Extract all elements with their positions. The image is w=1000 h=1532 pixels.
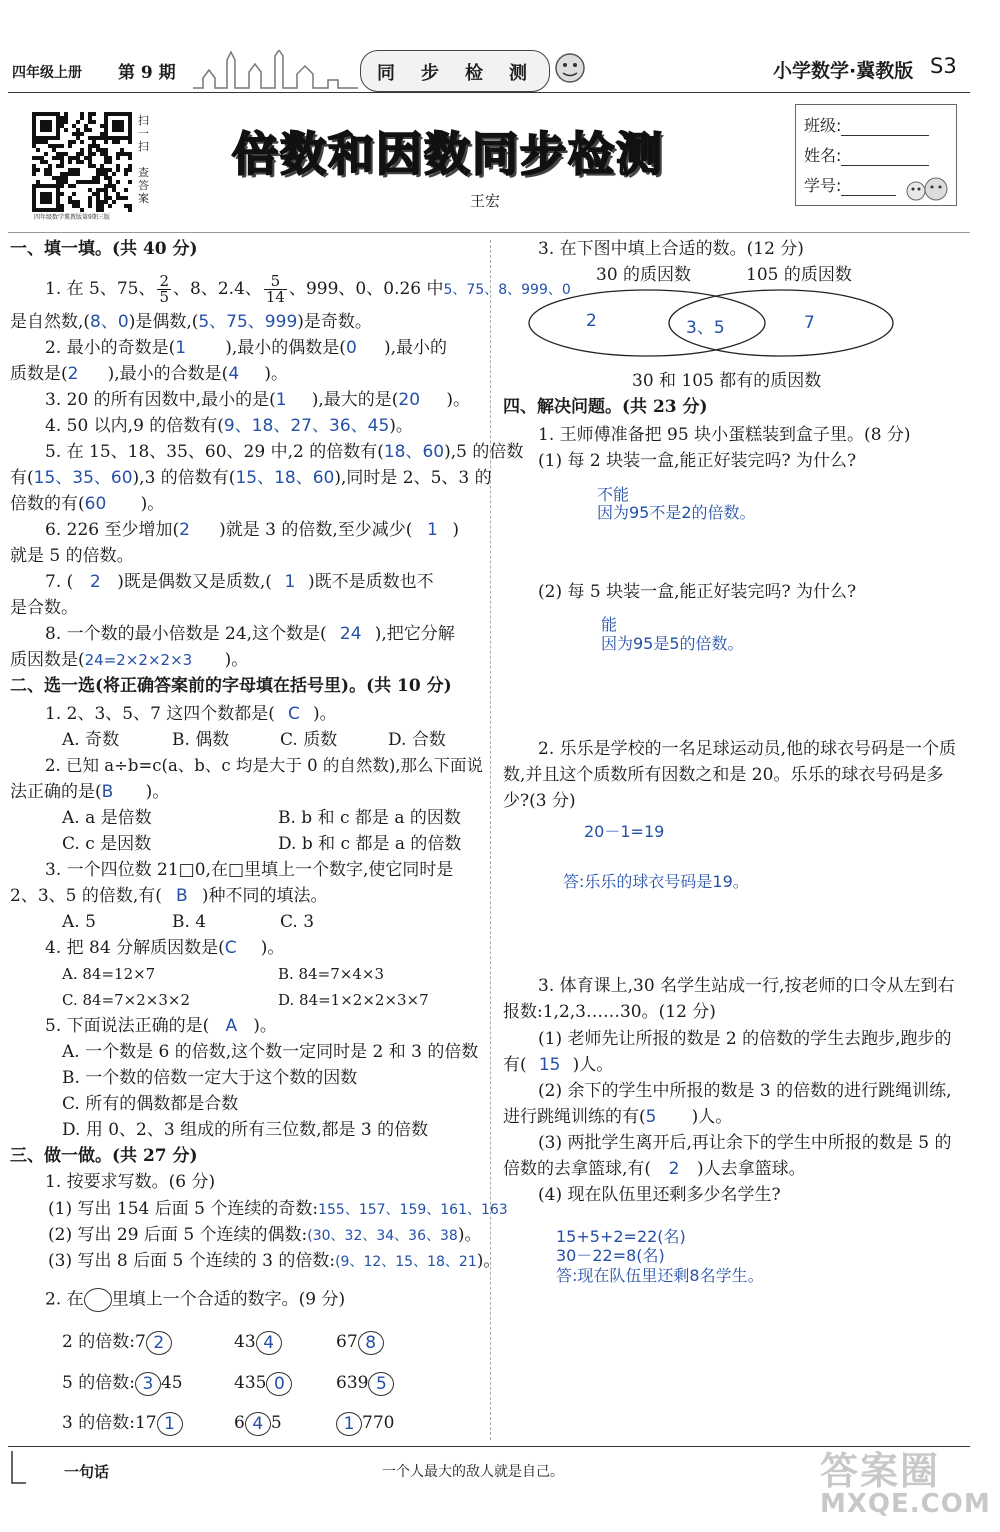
answer: 60 bbox=[84, 494, 107, 514]
banner-char: 步 bbox=[421, 63, 439, 84]
d1-title: 1. 按要求写数。(6 分) bbox=[45, 1172, 216, 1192]
c3-option: B. 4 bbox=[172, 912, 207, 932]
qr-module bbox=[116, 168, 120, 172]
qr-module bbox=[72, 184, 76, 188]
qr-module bbox=[44, 152, 48, 156]
p2-line1: 2. 乐乐是学校的一名足球运动员,他的球衣号码是一个质 bbox=[538, 739, 957, 759]
text: )。 bbox=[224, 650, 249, 670]
c2-option: D. b 和 c 都是 a 的倍数 bbox=[278, 834, 462, 854]
class-row bbox=[804, 113, 929, 136]
p1-sub2: (2) 每 5 块装一盒,能正好装完吗? 为什么? bbox=[538, 582, 857, 602]
p1-sub1-answer2: 因为95不是2的倍数。 bbox=[597, 503, 756, 522]
qr-module bbox=[128, 168, 132, 172]
qr-module bbox=[76, 120, 80, 124]
cloud-answer: 3 bbox=[135, 1372, 161, 1396]
q1-line1 bbox=[45, 274, 571, 305]
q2-line1 bbox=[45, 337, 447, 359]
q5-line2 bbox=[10, 467, 492, 489]
qr-side-char: 案 bbox=[138, 192, 149, 205]
qr-module bbox=[92, 152, 96, 156]
answer: 2 bbox=[67, 364, 79, 384]
page-title: 倍数和因数同步检测 bbox=[232, 127, 664, 181]
answer: 20 bbox=[398, 390, 421, 410]
text: )。 bbox=[140, 494, 165, 514]
watermark-url: MXQE.COM bbox=[820, 1489, 991, 1519]
qr-side-char: 答 bbox=[138, 179, 149, 192]
qr-module bbox=[72, 140, 76, 144]
answer: 5、75、8、999、0 bbox=[443, 282, 571, 298]
qr-side-char: 一 bbox=[138, 127, 149, 140]
qr-module bbox=[36, 168, 40, 172]
id-row bbox=[804, 173, 896, 196]
section-1-title: 一、填一填。(共 40 分) bbox=[10, 239, 198, 259]
c2-question-line1: 2. 已知 a÷b=c(a、b、c 均是大于 0 的自然数),那么下面说 bbox=[45, 756, 484, 775]
banner bbox=[360, 50, 550, 92]
watermark bbox=[820, 1440, 991, 1519]
text: )是奇数。 bbox=[297, 312, 372, 332]
c4-option: D. 84=1×2×2×3×7 bbox=[278, 991, 429, 1009]
qr-module bbox=[88, 204, 92, 208]
q6-line1 bbox=[45, 519, 459, 541]
qr-side-char: 扫 bbox=[138, 140, 149, 153]
class-field[interactable] bbox=[841, 119, 929, 136]
c5-option: D. 用 0、2、3 组成的所有三位数,都是 3 的倍数 bbox=[62, 1120, 429, 1140]
c3-option: C. 3 bbox=[280, 912, 315, 932]
text: 倍数的去拿篮球,有( bbox=[503, 1159, 652, 1179]
text: )人。 bbox=[572, 1055, 614, 1075]
q7-line1 bbox=[45, 571, 434, 593]
qr-side-char: 扫 bbox=[138, 114, 149, 127]
qr-module bbox=[56, 136, 60, 140]
text: (2) 写出 29 后面 5 个连续的偶数: bbox=[48, 1225, 308, 1245]
answer: (30、32、34、36、38 bbox=[307, 1228, 458, 1244]
c5-option: A. 一个数是 6 的倍数,这个数一定同时是 2 和 3 的倍数 bbox=[62, 1042, 479, 1062]
d1-item1 bbox=[48, 1198, 508, 1221]
text: 1. 在 5、75、 bbox=[45, 279, 156, 299]
fraction-2-5 bbox=[157, 274, 171, 305]
q5-line3 bbox=[10, 493, 164, 515]
banner-char: 同 bbox=[377, 63, 395, 84]
c5-option: C. 所有的偶数都是合数 bbox=[62, 1094, 239, 1114]
venn-right-answer: 7 bbox=[804, 313, 815, 333]
venn-circle-30 bbox=[529, 290, 765, 356]
p1-sub1-answer1: 不能 bbox=[597, 485, 630, 504]
text: 2 的倍数: bbox=[62, 1332, 135, 1352]
text: )人。 bbox=[691, 1107, 733, 1127]
qr-module bbox=[88, 128, 92, 132]
qr-module bbox=[92, 120, 96, 124]
qr-module bbox=[48, 128, 52, 132]
cloud-answer: 1 bbox=[336, 1412, 362, 1436]
answer: 9、18、27、36、45 bbox=[223, 416, 390, 436]
section-4-title: 四、解决问题。(共 23 分) bbox=[503, 397, 708, 417]
venn-left-answer: 2 bbox=[586, 311, 597, 331]
text: 45 bbox=[160, 1373, 183, 1393]
text: ),最小的偶数是( bbox=[225, 338, 346, 358]
qr-module bbox=[80, 132, 84, 136]
qr-module bbox=[120, 128, 124, 132]
qr-side-char: 查 bbox=[138, 166, 149, 179]
q8-line1 bbox=[45, 623, 455, 645]
p3-answer-line3: 答:现在队伍里还剩8名学生。 bbox=[556, 1266, 764, 1285]
q4-line bbox=[45, 415, 413, 437]
qr-module bbox=[112, 200, 116, 204]
text: 8. 一个数的最小倍数是 24,这个数是( bbox=[45, 624, 327, 644]
venn-bottom-label: 30 和 105 都有的质因数 bbox=[632, 371, 822, 391]
answer: 18、60 bbox=[383, 442, 445, 462]
text: 5 的倍数: bbox=[62, 1373, 135, 1393]
qr-caption: 四年级数学冀教版第9期三版 bbox=[34, 214, 110, 221]
cloud-answer: 8 bbox=[358, 1331, 384, 1355]
text: (3) 写出 8 后面 5 个连续的 3 的倍数: bbox=[48, 1251, 336, 1271]
p3-sub2-line1: (2) 余下的学生中所报的数是 3 的倍数的进行跳绳训练, bbox=[538, 1081, 952, 1101]
qr-module bbox=[112, 172, 116, 176]
answer: 4 bbox=[228, 364, 240, 384]
qr-module bbox=[128, 140, 132, 144]
text: 5. 在 15、18、35、60、29 中,2 的倍数有( bbox=[45, 442, 384, 462]
text: 67 bbox=[336, 1332, 358, 1352]
text: ),3 的倍数有( bbox=[132, 468, 236, 488]
text: 3. 20 的所有因数中,最小的是( bbox=[45, 390, 276, 410]
text: )。 bbox=[389, 416, 413, 436]
c4-question bbox=[45, 937, 284, 959]
d2-row3-b bbox=[234, 1409, 282, 1437]
fraction-5-14 bbox=[264, 274, 287, 305]
p3-sub2-line2 bbox=[503, 1106, 732, 1128]
d2-title bbox=[45, 1288, 345, 1312]
text: (1) 写出 154 后面 5 个连续的奇数: bbox=[48, 1199, 319, 1219]
cloud-answer: 4 bbox=[256, 1331, 282, 1355]
c1-question bbox=[45, 703, 337, 725]
qr-code-icon[interactable] bbox=[32, 112, 132, 212]
qr-module bbox=[76, 172, 80, 176]
q8-line2 bbox=[10, 649, 248, 671]
qr-module bbox=[80, 140, 84, 144]
text: )。 bbox=[476, 1251, 501, 1271]
p3-sub3-line1: (3) 两批学生离开后,再让余下的学生中所报的数是 5 的 bbox=[538, 1133, 952, 1153]
qr-module bbox=[116, 180, 120, 184]
answer: 2 bbox=[668, 1159, 680, 1179]
p2-answer-text: 答:乐乐的球衣号码是19。 bbox=[563, 872, 749, 891]
p3-sub1-line2 bbox=[503, 1054, 613, 1076]
text: 法正确的是( bbox=[10, 782, 102, 802]
text: )。 bbox=[253, 1016, 277, 1036]
qr-module bbox=[60, 144, 64, 148]
text: )。 bbox=[457, 1225, 482, 1245]
qr-module bbox=[32, 172, 36, 176]
id-field[interactable] bbox=[841, 179, 896, 196]
qr-module bbox=[64, 128, 68, 132]
cloud-shape-icon bbox=[84, 1288, 112, 1312]
text: 倍数的有( bbox=[10, 494, 85, 514]
c3-option: A. 5 bbox=[62, 912, 96, 932]
text: 有( bbox=[10, 468, 34, 488]
text: 2、3、5 的倍数,有( bbox=[10, 886, 162, 906]
answer: 1 bbox=[175, 338, 187, 358]
answer: 15、35、60 bbox=[33, 468, 133, 488]
denominator: 14 bbox=[265, 288, 285, 306]
c4-option: A. 84=12×7 bbox=[62, 965, 156, 983]
text: )。 bbox=[312, 704, 337, 724]
qr-module bbox=[128, 208, 132, 212]
d2-row3 bbox=[62, 1409, 183, 1437]
text: 7 bbox=[134, 1332, 146, 1352]
text: 6 bbox=[234, 1413, 245, 1433]
corner-bracket-icon bbox=[8, 1447, 30, 1489]
qr-module bbox=[64, 120, 68, 124]
qr-module bbox=[68, 160, 72, 164]
text: ),最小的 bbox=[383, 338, 447, 358]
c1-option: A. 奇数 bbox=[62, 730, 120, 750]
c4-option: C. 84=7×2×3×2 bbox=[62, 991, 191, 1009]
qr-module bbox=[60, 164, 64, 168]
text: 6. 226 至少增加( bbox=[45, 520, 180, 540]
text: 有( bbox=[503, 1055, 527, 1075]
header-divider bbox=[8, 92, 970, 93]
text: 质数是( bbox=[10, 364, 68, 384]
c2-option: C. c 是因数 bbox=[62, 834, 152, 854]
c5-option: B. 一个数的倍数一定大于这个数的因数 bbox=[62, 1068, 358, 1088]
cloud-answer: 5 bbox=[368, 1372, 394, 1396]
c5-question bbox=[45, 1015, 277, 1037]
text: 7. ( bbox=[45, 572, 74, 592]
answer: B bbox=[101, 782, 114, 802]
text: ) bbox=[452, 520, 460, 540]
text: )种不同的填法。 bbox=[201, 886, 328, 906]
p3-sub3-line2 bbox=[503, 1158, 806, 1180]
c3-question-line1: 3. 一个四位数 21□0,在□里填上一个数字,使它同时是 bbox=[45, 860, 454, 880]
cloud-answer: 1 bbox=[157, 1412, 183, 1436]
text: 里填上一个合适的数字。(9 分) bbox=[111, 1289, 346, 1310]
text: ),最大的是( bbox=[311, 390, 399, 410]
text: ),把它分解 bbox=[374, 624, 455, 644]
footer-label: 一句话 bbox=[64, 1463, 110, 1481]
p3-sub1-line1: (1) 老师先让所报的数是 2 的倍数的学生去跑步,跑步的 bbox=[538, 1029, 952, 1049]
qr-module bbox=[108, 204, 112, 208]
answer: 0 bbox=[345, 338, 357, 358]
qr-module bbox=[96, 180, 100, 184]
p1-sub2-answer1: 能 bbox=[601, 615, 618, 634]
text: 435 bbox=[234, 1373, 267, 1393]
text: )人去拿篮球。 bbox=[697, 1159, 806, 1179]
issue-label: 第 9 期 bbox=[118, 63, 176, 83]
qr-module bbox=[124, 196, 128, 200]
answer: 5、75、999 bbox=[198, 312, 298, 332]
answer: 5 bbox=[645, 1107, 657, 1127]
q6-line2: 就是 5 的倍数。 bbox=[10, 546, 134, 566]
mascot-icon bbox=[548, 50, 592, 90]
c1-option: D. 合数 bbox=[388, 730, 446, 750]
venn-middle-answer: 3、5 bbox=[686, 318, 725, 338]
d2-row1 bbox=[62, 1328, 172, 1356]
numerator: 2 bbox=[159, 272, 170, 290]
qr-module bbox=[80, 160, 84, 164]
text: 进行跳绳训练的有( bbox=[503, 1107, 646, 1127]
qr-module bbox=[36, 148, 40, 152]
name-field[interactable] bbox=[841, 149, 929, 166]
skyline-decoration-icon bbox=[193, 50, 358, 90]
text: 5. 下面说法正确的是( bbox=[45, 1016, 210, 1036]
text: ),同时是 2、5、3 的 bbox=[334, 468, 492, 488]
text: 2. 在 bbox=[45, 1289, 84, 1310]
cloud-answer: 0 bbox=[266, 1372, 292, 1396]
d2-row2-c bbox=[336, 1369, 394, 1397]
text: )。 bbox=[446, 390, 471, 410]
qr-module bbox=[116, 156, 120, 160]
q3-line bbox=[45, 389, 470, 411]
p1-title: 1. 王师傅准备把 95 块小蛋糕装到盒子里。(8 分) bbox=[538, 425, 911, 445]
qr-module bbox=[72, 192, 76, 196]
answer: 15、18、60 bbox=[235, 468, 335, 488]
text: 770 bbox=[362, 1413, 395, 1433]
answer: 15 bbox=[538, 1055, 561, 1075]
p3-sub4: (4) 现在队伍里还剩多少名学生? bbox=[538, 1185, 781, 1205]
text: 17 bbox=[134, 1413, 157, 1433]
animals-decoration-icon bbox=[904, 171, 954, 203]
text: 4. 把 84 分解质因数是( bbox=[45, 938, 225, 958]
qr-module bbox=[128, 180, 132, 184]
name-label: 姓名: bbox=[804, 146, 842, 165]
answer: 2 bbox=[179, 520, 190, 540]
section-3-title: 三、做一做。(共 27 分) bbox=[10, 1146, 198, 1166]
q7-line2: 是合数。 bbox=[10, 598, 78, 618]
subject-label: 小学数学·冀教版 bbox=[773, 60, 914, 82]
p3-answer-line1: 15+5+2=22(名) bbox=[556, 1227, 686, 1246]
answer: 24=2×2×2×3 bbox=[84, 651, 193, 669]
answer: 155、157、159、161、163 bbox=[318, 1202, 508, 1218]
class-label: 班级: bbox=[804, 116, 842, 135]
p2-line3: 少?(3 分) bbox=[503, 791, 576, 811]
id-label: 学号: bbox=[804, 176, 842, 195]
grade-label: 四年级上册 bbox=[12, 65, 82, 81]
page-number: S3 bbox=[930, 54, 957, 78]
name-row bbox=[804, 143, 929, 166]
watermark-text: 答案圈 bbox=[820, 1449, 941, 1493]
d2-row3-c bbox=[336, 1409, 394, 1437]
q2-line2 bbox=[10, 363, 288, 385]
qr-module bbox=[68, 144, 72, 148]
c1-option: C. 质数 bbox=[280, 730, 338, 750]
text: 43 bbox=[234, 1332, 256, 1352]
answer: 24 bbox=[339, 624, 362, 644]
text: 2. 最小的奇数是( bbox=[45, 338, 176, 358]
p3-line2: 报数:1,2,3……30。(12 分) bbox=[503, 1002, 716, 1022]
c2-option: B. b 和 c 都是 a 的因数 bbox=[278, 808, 461, 828]
text: )既不是质数也不 bbox=[307, 572, 434, 592]
q1-line2 bbox=[10, 311, 372, 333]
qr-side-text bbox=[138, 114, 152, 205]
qr-module bbox=[116, 140, 120, 144]
cloud-answer: 4 bbox=[245, 1412, 271, 1436]
p3-line1: 3. 体育课上,30 名学生站成一行,按老师的口令从左到右 bbox=[538, 976, 955, 996]
text: 、8、2.4、 bbox=[173, 279, 262, 299]
qr-module bbox=[60, 184, 64, 188]
venn-left-label: 30 的质因数 bbox=[596, 265, 692, 285]
answer: 1 bbox=[426, 520, 438, 540]
text: 5 bbox=[270, 1413, 282, 1433]
answer: 2 bbox=[89, 572, 101, 592]
answer: B bbox=[176, 886, 188, 906]
p2-line2: 数,并且这个质数所有因数之和是 20。乐乐的球衣号码是多 bbox=[503, 765, 944, 785]
text: 4. 50 以内,9 的倍数有( bbox=[45, 416, 224, 436]
answer: 1 bbox=[284, 572, 296, 592]
footer-quote: 一个人最大的敌人就是自己。 bbox=[382, 1464, 564, 1480]
header-bar bbox=[8, 50, 973, 90]
numerator: 5 bbox=[264, 274, 287, 290]
text: 质因数是( bbox=[10, 650, 85, 670]
text: )。 bbox=[264, 364, 288, 384]
p2-answer-calc: 20－1=19 bbox=[584, 822, 665, 841]
text: )就是 3 的倍数,至少减少( bbox=[219, 520, 413, 540]
section-divider bbox=[8, 232, 970, 233]
p1-sub2-answer2: 因为95是5的倍数。 bbox=[601, 634, 744, 653]
d2-row2-b bbox=[234, 1369, 292, 1397]
text: 639 bbox=[336, 1373, 369, 1393]
answer: 8、0 bbox=[90, 312, 129, 332]
text: )是偶数,( bbox=[128, 312, 199, 332]
qr-module bbox=[104, 140, 108, 144]
text: )。 bbox=[260, 938, 285, 958]
text: 1. 2、3、5、7 这四个数都是( bbox=[45, 704, 275, 724]
p3-answer-line2: 30－22=8(名) bbox=[556, 1246, 665, 1265]
qr-module bbox=[124, 172, 128, 176]
text: 、999、0、0.26 中 bbox=[288, 279, 444, 299]
qr-module bbox=[48, 200, 52, 204]
banner-char: 检 bbox=[465, 63, 483, 84]
text: 是自然数,( bbox=[10, 312, 91, 332]
text: 3 的倍数: bbox=[62, 1413, 135, 1433]
author: 王宏 bbox=[470, 192, 501, 210]
answer: (9、12、15、18、21 bbox=[335, 1254, 477, 1270]
answer: C bbox=[224, 938, 237, 958]
d2-row2 bbox=[62, 1369, 183, 1397]
venn-question-title: 3. 在下图中填上合适的数。(12 分) bbox=[538, 239, 804, 259]
answer: 1 bbox=[275, 390, 287, 410]
qr-module bbox=[80, 116, 84, 120]
answer: C bbox=[288, 704, 300, 724]
venn-right-label: 105 的质因数 bbox=[746, 265, 852, 285]
c3-question-line2 bbox=[10, 885, 328, 907]
qr-module bbox=[128, 156, 132, 160]
d2-row1-b bbox=[234, 1328, 282, 1356]
qr-module bbox=[124, 188, 128, 192]
text: ),5 的倍数 bbox=[444, 442, 524, 462]
text: )。 bbox=[145, 782, 170, 802]
qr-module bbox=[92, 112, 96, 116]
cloud-answer: 2 bbox=[146, 1331, 172, 1355]
d2-row1-c bbox=[336, 1328, 384, 1356]
text: )既是偶数又是质数,( bbox=[117, 572, 272, 592]
p1-sub1: (1) 每 2 块装一盒,能正好装完吗? 为什么? bbox=[538, 451, 857, 471]
answer: A bbox=[225, 1016, 238, 1036]
text: ),最小的合数是( bbox=[107, 364, 229, 384]
c2-option: A. a 是倍数 bbox=[62, 808, 152, 828]
c1-option: B. 偶数 bbox=[172, 730, 230, 750]
section-2-title: 二、选一选(将正确答案前的字母填在括号里)。(共 10 分) bbox=[10, 676, 452, 696]
d1-item3 bbox=[48, 1250, 500, 1273]
student-info-box bbox=[795, 104, 957, 206]
c4-option: B. 84=7×4×3 bbox=[278, 965, 384, 983]
banner-char: 测 bbox=[509, 63, 527, 84]
q5-line1 bbox=[45, 441, 523, 463]
denominator: 5 bbox=[159, 288, 170, 306]
c2-question-line2 bbox=[10, 781, 169, 803]
qr-module bbox=[108, 160, 112, 164]
qr-module bbox=[60, 192, 64, 196]
d1-item2 bbox=[48, 1224, 481, 1247]
